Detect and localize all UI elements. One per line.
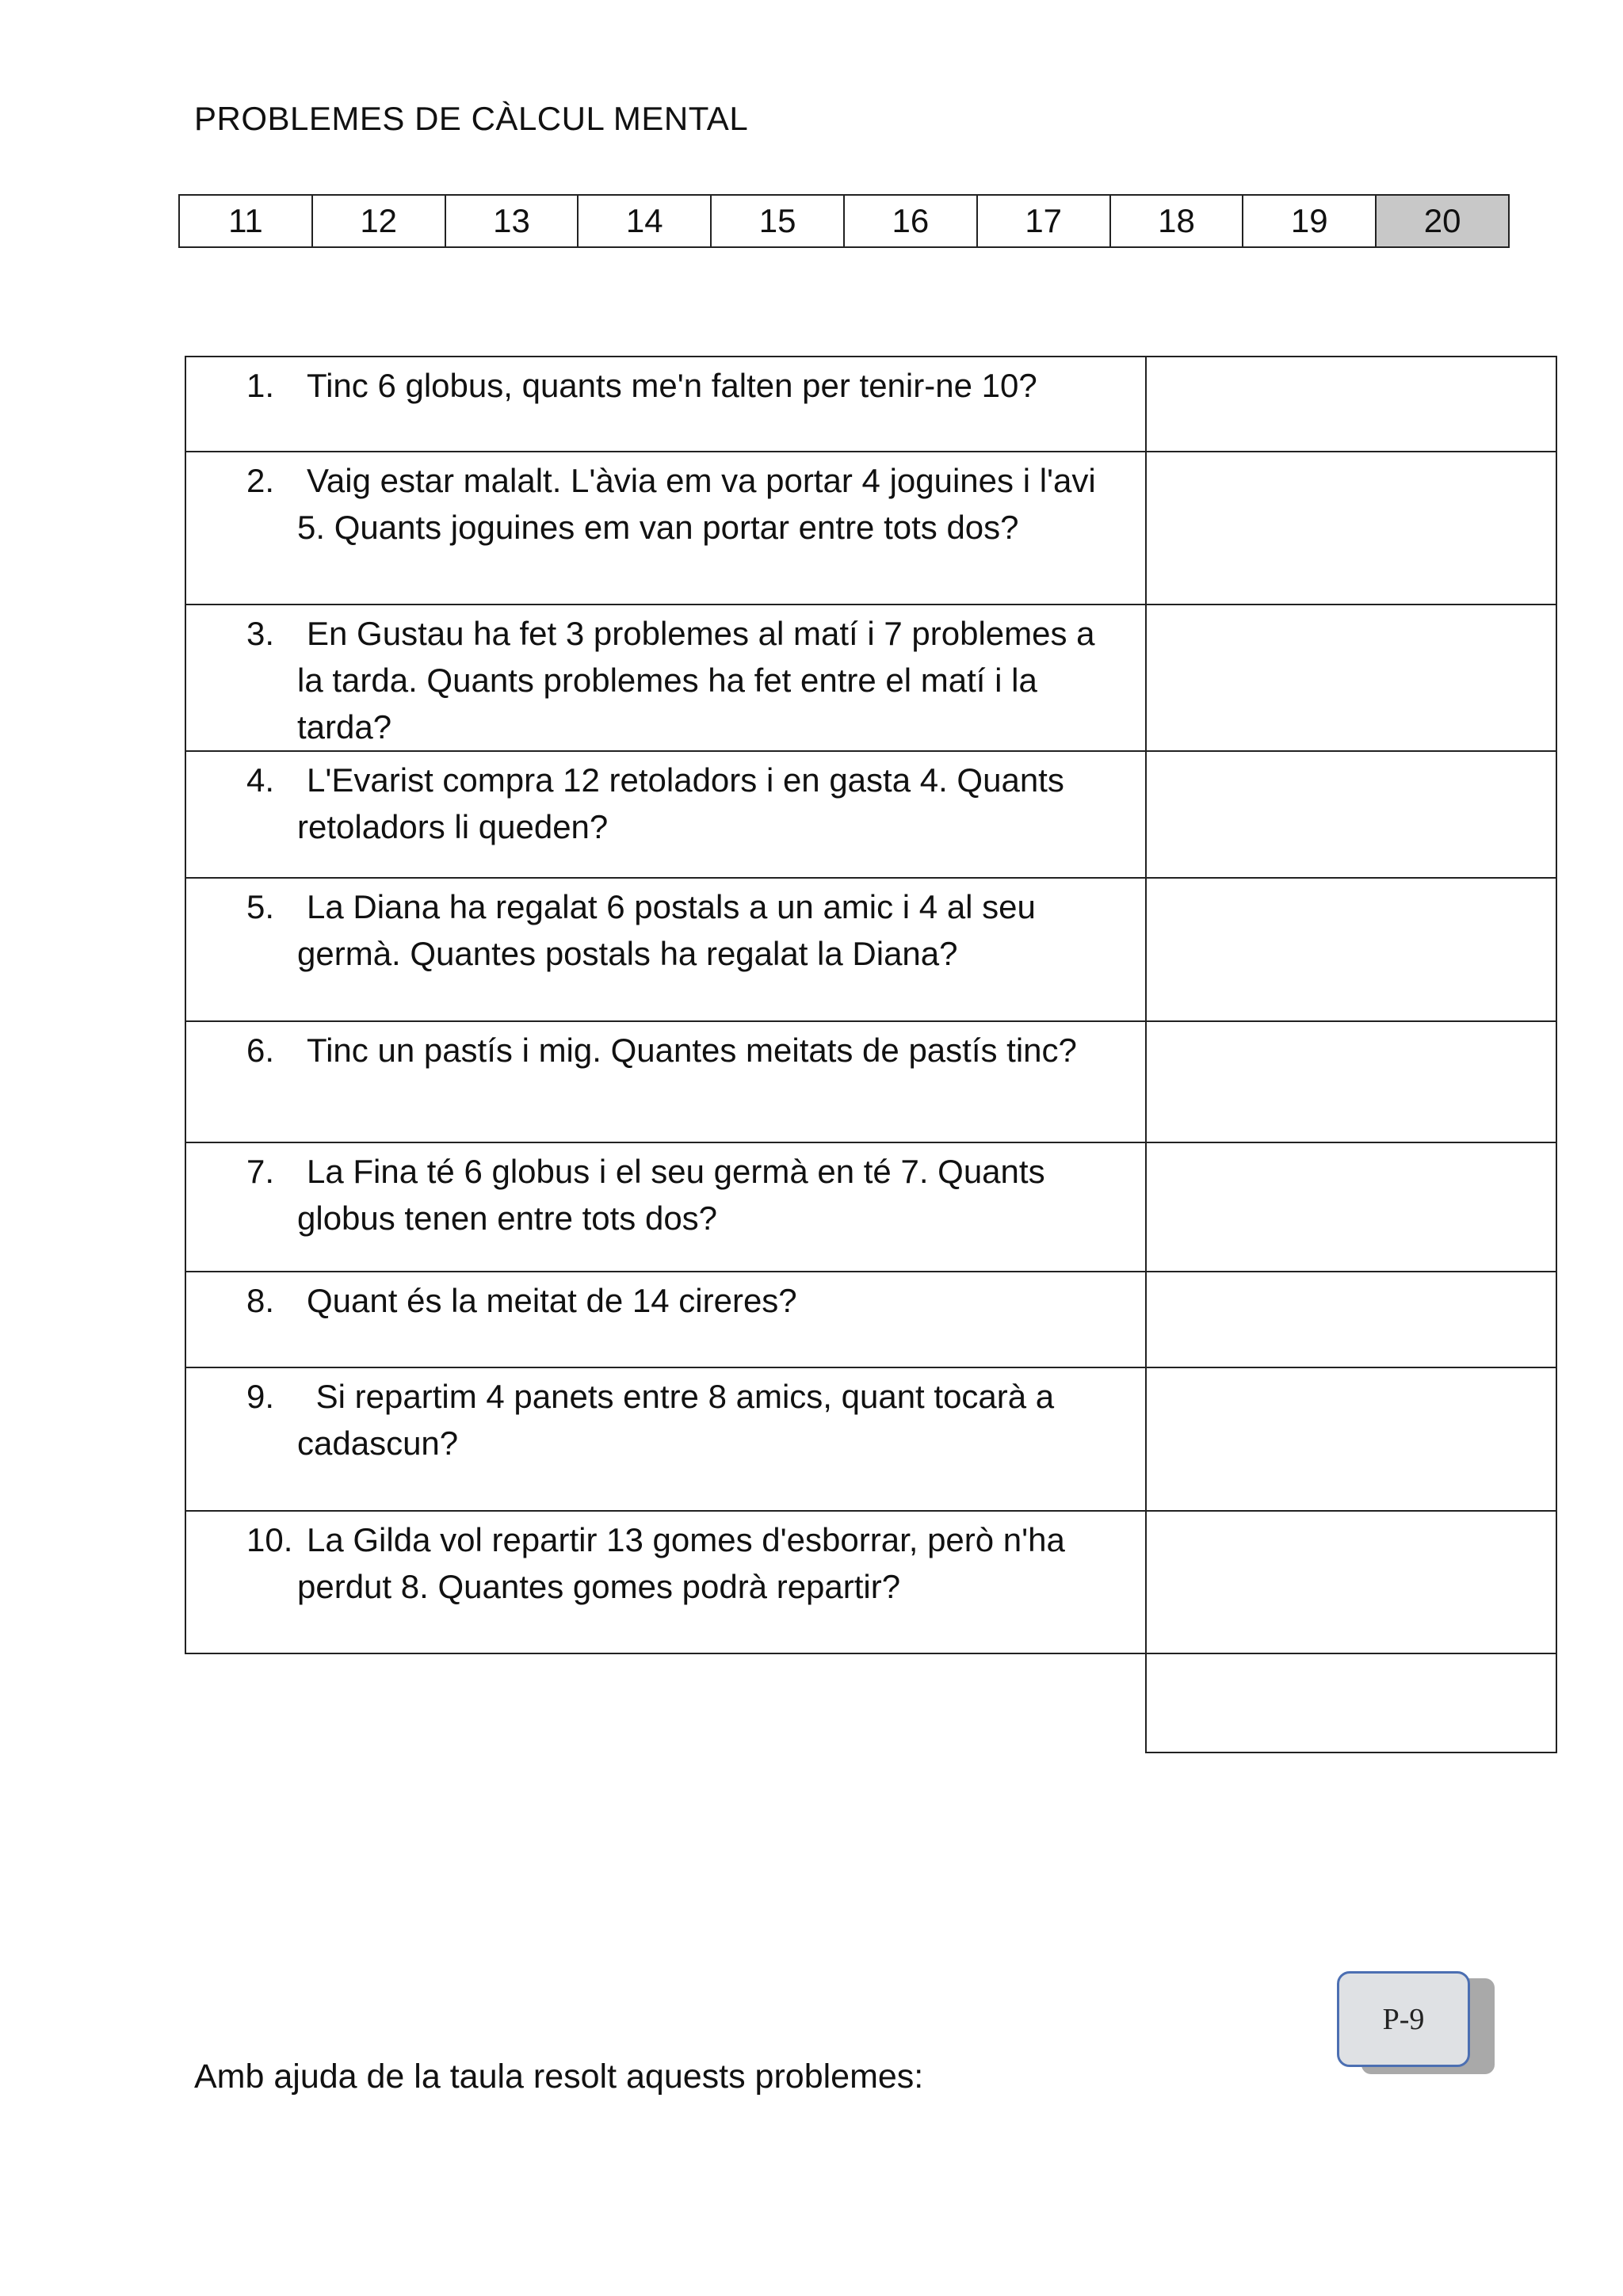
problem-text: retoladors li queden? [297,808,609,845]
problem-text: Tinc un pastís i mig. Quantes meitats de pastís tinc? [307,1032,1077,1069]
page-badge: P-9 [1337,1971,1470,2067]
problem-number: 4. [246,761,275,799]
problem-row [185,1021,1556,1142]
number-cell: 18 [1110,195,1243,247]
problem-text: tarda? [297,708,392,746]
problem-question [185,1367,1146,1511]
number-cell: 17 [977,195,1110,247]
problems-table [185,356,1557,1753]
problem-text: Tinc 6 globus, quants me'n falten per tenir-ne 10? [307,367,1037,404]
answer-box[interactable] [1146,878,1556,1021]
problem-row [185,357,1556,452]
problem-number: 1. [246,367,275,404]
problem-number: 7. [246,1153,275,1190]
problem-text: Vaig estar malalt. L'àvia em va portar 4 joguines i l'avi [307,462,1096,499]
answer-box[interactable] [1146,357,1556,452]
number-cell: 11 [179,195,312,247]
answer-box[interactable] [1146,1142,1556,1272]
problem-question [185,751,1146,878]
problem-number: 2. [246,462,275,499]
problem-row [185,452,1556,605]
problem-text: La Diana ha regalat 6 postals a un amic i 4 al seu [307,888,1036,925]
number-cell: 15 [711,195,844,247]
problem-text: La Fina té 6 globus i el seu germà en té 7. Quants [307,1153,1045,1190]
problem-row [185,1367,1556,1511]
answer-box[interactable] [1146,1367,1556,1511]
answer-box[interactable] [1146,1511,1556,1653]
problem-question [185,1272,1146,1367]
problem-text: L'Evarist compra 12 retoladors i en gasta 4. Quants [307,761,1064,799]
problem-number: 9. [246,1378,275,1415]
problem-row [185,878,1556,1021]
problem-row [185,751,1556,878]
problem-row [185,1272,1556,1367]
problem-number: 6. [246,1032,275,1069]
problem-question [185,452,1146,605]
problem-number: 8. [246,1282,275,1319]
problem-question [185,605,1146,751]
answer-box[interactable] [1146,605,1556,751]
problem-text: germà. Quantes postals ha regalat la Diana? [297,935,958,972]
problem-number: 5. [246,888,275,925]
problem-text: 5. Quants joguines em van portar entre tots dos? [297,509,1019,546]
problem-question [185,1021,1146,1142]
problem-question [185,1142,1146,1272]
instructions-text: Amb ajuda de la taula resolt aquests problemes: [194,2058,924,2096]
problem-row [185,1142,1556,1272]
number-cell: 14 [578,195,711,247]
problem-question [185,878,1146,1021]
problem-text: la tarda. Quants problemes ha fet entre el matí i la [297,662,1037,699]
problem-text: cadascun? [297,1425,459,1462]
problem-text: Si repartim 4 panets entre 8 amics, quant tocarà a [307,1378,1055,1415]
problem-question [185,357,1146,452]
answer-box[interactable] [1146,1021,1556,1142]
number-cell: 20 [1376,195,1509,247]
number-cell: 12 [312,195,445,247]
problem-row [185,1511,1556,1653]
problem-text: globus tenen entre tots dos? [297,1199,718,1237]
number-cell: 16 [844,195,977,247]
page-title: PROBLEMES DE CÀLCUL MENTAL [194,100,749,137]
extra-row [185,1653,1556,1753]
problem-question [185,1511,1146,1653]
problem-text: Quant és la meitat de 14 cireres? [307,1282,797,1319]
number-cell: 19 [1243,195,1376,247]
problem-number: 3. [246,615,275,652]
problem-text: En Gustau ha fet 3 problemes al matí i 7 problemes a [307,615,1095,652]
empty-cell [185,1653,1146,1753]
problem-text: perdut 8. Quantes gomes podrà repartir? [297,1568,901,1605]
answer-box[interactable] [1146,1272,1556,1367]
answer-box[interactable] [1146,452,1556,605]
answer-box[interactable] [1146,751,1556,878]
number-strip [178,194,1510,248]
problem-number: 10. [246,1521,293,1558]
problem-row [185,605,1556,751]
problem-text: La Gilda vol repartir 13 gomes d'esborrar, però n'ha [307,1521,1065,1558]
number-cell: 13 [445,195,579,247]
answer-box[interactable] [1146,1653,1556,1753]
